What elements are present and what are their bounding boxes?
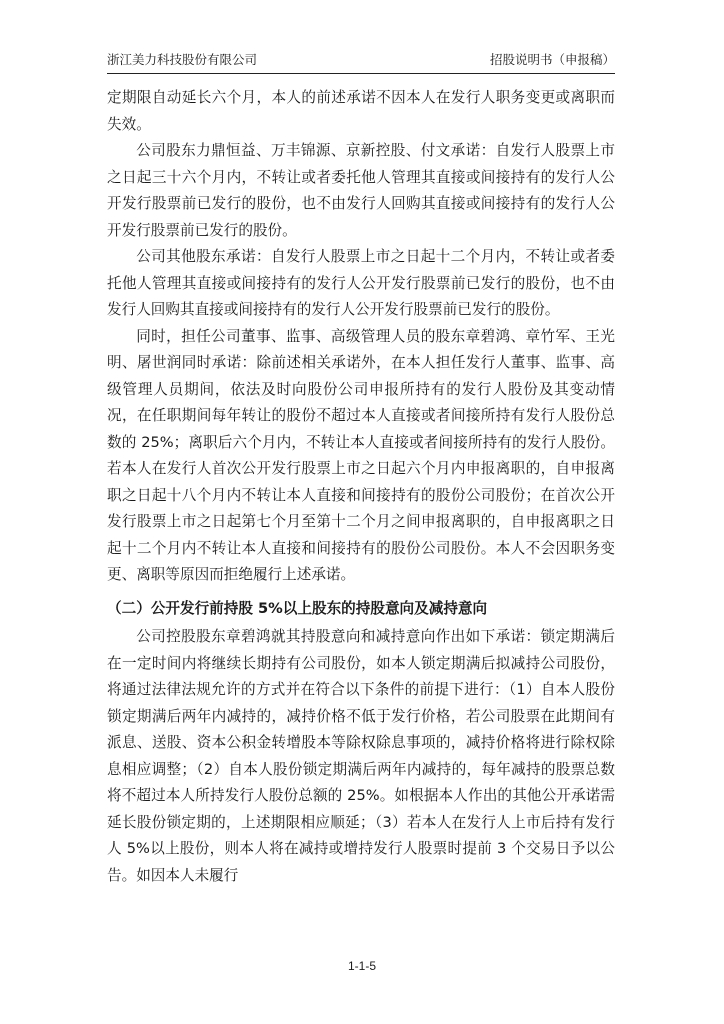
paragraph-shareholder-commitment-36-months: 公司股东力鼎恒益、万丰锦源、京新控股、付文承诺：自发行人股票上市之日起三十六个月内，不转让或者委托他人管理其直接或间接持有的发行人公开发行股票前已发行的股份，也不由发行人回购其直接或间接持有的发行人公开发行股票前已发行的股份。 <box>107 142 615 239</box>
header-document-title: 招股说明书（申报稿） <box>489 52 615 67</box>
paragraph-lockup-extension: 定期限自动延长六个月，本人的前述承诺不因本人在发行人职务变更或离职而失效。 <box>107 89 615 133</box>
paragraph-director-shareholders-commitment: 同时，担任公司董事、监事、高级管理人员的股东章碧鸿、章竹军、王光明、屠世润同时承诺：除前述相关承诺外，在本人担任发行人董事、监事、高级管理人员期间，依法及时向股份公司申报所持有的发行人股份及其变动情况，在任职期间每年转让的股份不超过本人直接或者间接所持有发行人股份总数的 25%；离职后六个月内，不转让本人直接或者间接所持有的发行人股份。若本人在发行人首次公开发行股票上市之日起六个月内申报离职的，自申报离职之日起十八个月内不转让本人直接和间接持有的股份公司股份；在首次公开发行股票上市之日起第七个月至第十二个月之间申报离职的，自申报离职之日起十二个月内不转让本人直接和间接持有的股份公司股份。本人不会因职务变更、离职等原因而拒绝履行上述承诺。 <box>107 327 615 583</box>
page-header <box>107 51 615 74</box>
header-company-name: 浙江美力科技股份有限公司 <box>107 52 258 67</box>
document-body <box>107 85 615 889</box>
paragraph-controlling-shareholder-intent: 公司控股股东章碧鸿就其持股意向和减持意向作出如下承诺：锁定期满后在一定时间内将继续长期持有公司股份，如本人锁定期满后拟减持公司股份，将通过法律法规允许的方式并在符合以下条件的前提下进行：（1）自本人股份锁定期满后两年内减持的，减持价格不低于发行价格，若公司股票在此期间有派息、送股、资本公积金转增股本等除权除息事项的，减持价格将进行除权除息相应调整；（2）自本人股份锁定期满后两年内减持的，每年减持的股票总数将不超过本人所持发行人股份总额的 25%。如根据本人作出的其他公开承诺需延长股份锁定期的，上述期限相应顺延；（3）若本人在发行人上市后持有发行人 5%以上股份，则本人将在减持或增持发行人股票时提前 3 个交易日予以公告。如因本人未履行 <box>107 628 615 884</box>
page-number: 1-1-5 <box>347 959 376 973</box>
section-heading: （二）公开发行前持股 5%以上股东的持股意向及减持意向 <box>107 599 488 617</box>
paragraph-other-shareholders-commitment: 公司其他股东承诺：自发行人股票上市之日起十二个月内，不转让或者委托他人管理其直接或间接持有的发行人公开发行股票前已发行的股份，也不由发行人回购其直接或间接持有的发行人公开发行股票前已发行的股份。 <box>107 248 615 318</box>
